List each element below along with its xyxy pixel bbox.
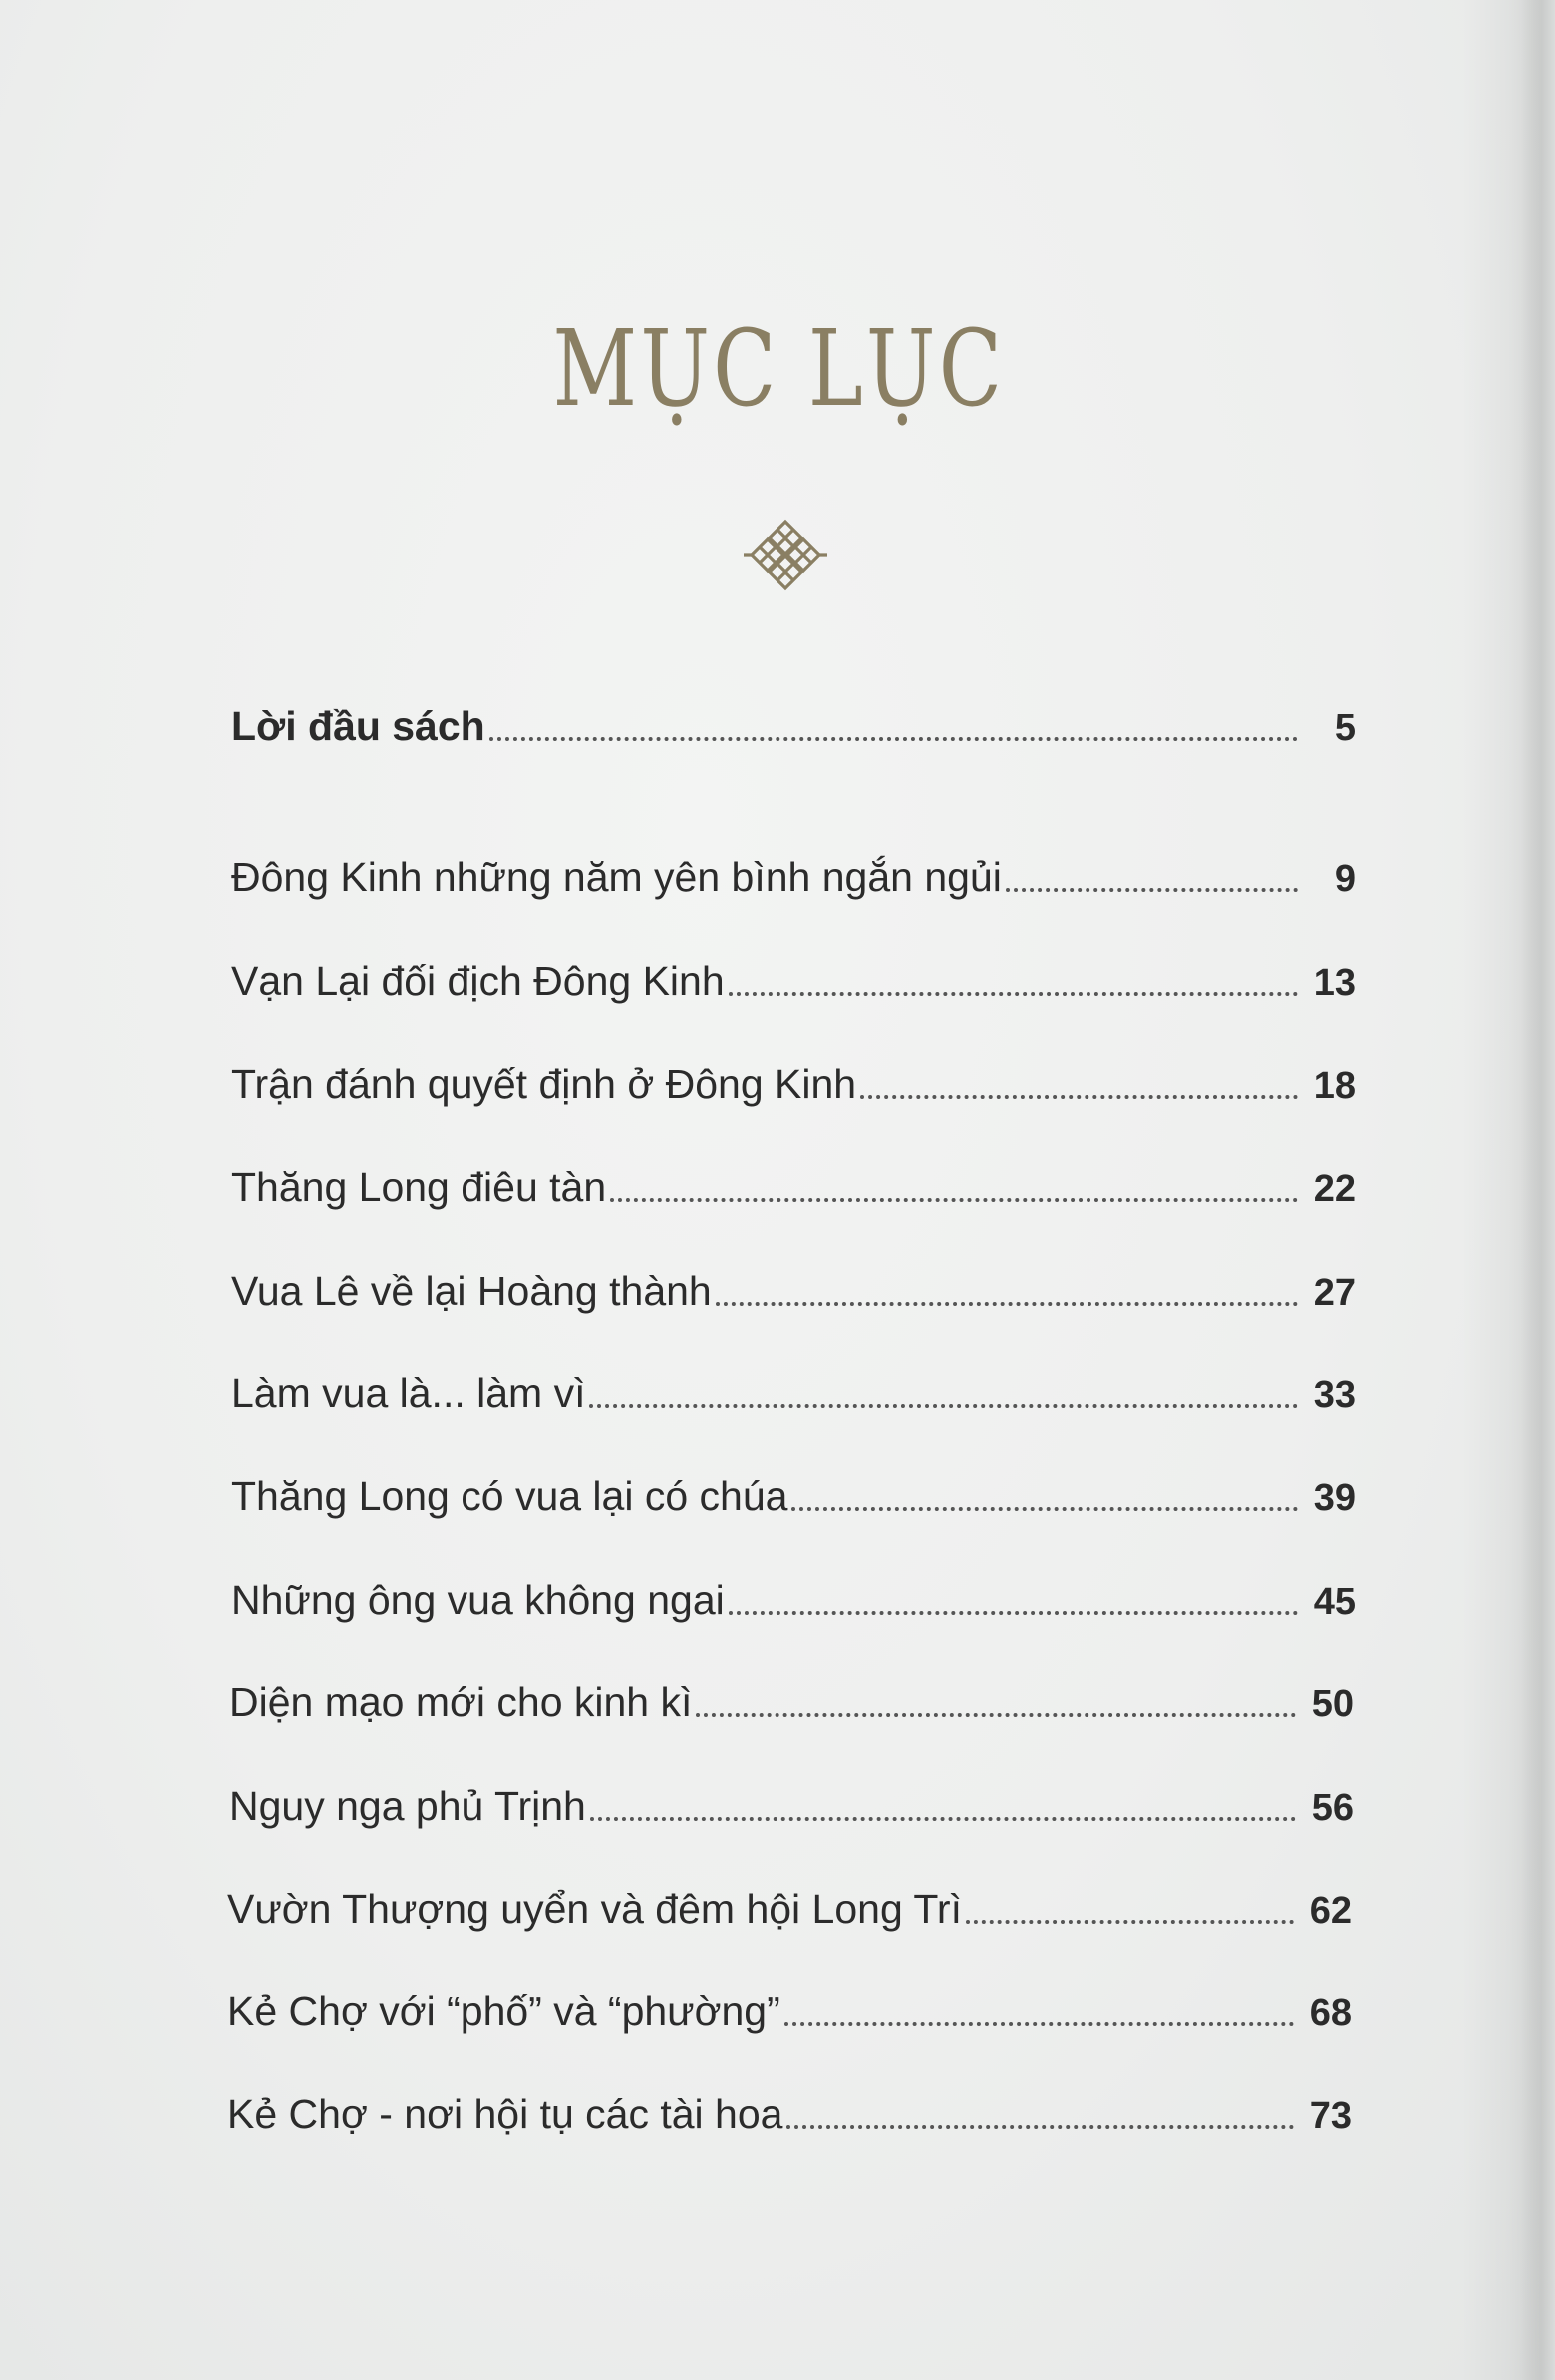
toc-entry-page-number: 22 bbox=[1313, 1168, 1356, 1210]
toc-dot-leader bbox=[489, 737, 1298, 741]
toc-dot-leader bbox=[860, 1095, 1298, 1099]
toc-entry-title: Trận đánh quyết định ở Đông Kinh bbox=[231, 1061, 857, 1107]
toc-entry-page-number: 9 bbox=[1334, 858, 1356, 900]
toc-entry-title: Vạn Lại đối địch Đông Kinh bbox=[231, 958, 725, 1004]
toc-entry-title: Thăng Long điêu tàn bbox=[231, 1164, 607, 1210]
toc-dot-leader bbox=[696, 1713, 1296, 1717]
toc-dot-leader bbox=[791, 1507, 1298, 1511]
toc-entry bbox=[227, 2074, 1352, 2138]
toc-entry-page-number: 13 bbox=[1313, 962, 1356, 1004]
toc-entry bbox=[231, 686, 1356, 749]
toc-entry-page-number: 27 bbox=[1313, 1272, 1356, 1314]
toc-entry-page-number: 56 bbox=[1311, 1787, 1354, 1829]
toc-entry-page-number: 68 bbox=[1309, 1992, 1352, 2034]
toc-entry-title: Vườn Thượng uyển và đêm hội Long Trì bbox=[227, 1886, 962, 1932]
toc-entry-title: Những ông vua không ngai bbox=[231, 1577, 725, 1623]
page-title: MỤC LỤC bbox=[552, 307, 1006, 430]
toc-entry bbox=[231, 1044, 1356, 1108]
toc-dot-leader bbox=[784, 2022, 1294, 2026]
toc-dot-leader bbox=[590, 1817, 1296, 1821]
toc-entry bbox=[231, 1456, 1356, 1520]
toc-dot-leader bbox=[966, 1920, 1294, 1924]
toc-entry-title: Kẻ Chợ - nơi hội tụ các tài hoa bbox=[227, 2091, 783, 2137]
toc-entry-page-number: 50 bbox=[1311, 1683, 1354, 1725]
toc-entry-page-number: 45 bbox=[1313, 1581, 1356, 1623]
toc-entry-page-number: 73 bbox=[1309, 2095, 1352, 2137]
toc-entry-title: Kẻ Chợ với “phố” và “phường” bbox=[227, 1988, 780, 2034]
toc-entry bbox=[231, 1251, 1356, 1315]
endless-knot-icon bbox=[742, 518, 829, 592]
toc-entry-title: Diện mạo mới cho kinh kì bbox=[229, 1679, 693, 1725]
toc-entry-page-number: 33 bbox=[1313, 1374, 1356, 1416]
toc-dot-leader bbox=[1006, 888, 1298, 892]
toc-entry-title: Lời đầu sách bbox=[231, 703, 485, 748]
toc-entry-page-number: 62 bbox=[1309, 1890, 1352, 1932]
toc-entry-page-number: 5 bbox=[1334, 707, 1356, 748]
toc-entry bbox=[231, 837, 1356, 901]
toc-entry bbox=[231, 1560, 1356, 1624]
toc-dot-leader bbox=[729, 992, 1298, 996]
toc-entry-title: Vua Lê về lại Hoàng thành bbox=[231, 1268, 712, 1314]
toc-dot-leader bbox=[610, 1198, 1298, 1202]
toc-entry bbox=[231, 941, 1356, 1005]
toc-dot-leader bbox=[589, 1404, 1298, 1408]
toc-entry bbox=[227, 1869, 1352, 1933]
toc-dot-leader bbox=[729, 1611, 1298, 1615]
toc-entry-title: Làm vua là... làm vì bbox=[231, 1370, 586, 1416]
toc-dot-leader bbox=[786, 2125, 1294, 2129]
toc-entry bbox=[229, 1662, 1354, 1726]
toc-entry bbox=[229, 1766, 1354, 1830]
toc-entry bbox=[227, 1971, 1352, 2035]
toc-entry-title: Thăng Long có vua lại có chúa bbox=[231, 1473, 788, 1519]
toc-dot-leader bbox=[716, 1302, 1298, 1306]
toc-entry bbox=[231, 1353, 1356, 1417]
toc-entry bbox=[231, 1147, 1356, 1211]
page-edge-shadow bbox=[1521, 0, 1555, 2380]
toc-entry-page-number: 39 bbox=[1313, 1477, 1356, 1519]
toc-entry-title: Đông Kinh những năm yên bình ngắn ngủi bbox=[231, 854, 1002, 900]
toc-entry-title: Nguy nga phủ Trịnh bbox=[229, 1783, 586, 1829]
toc-entry-page-number: 18 bbox=[1313, 1065, 1356, 1107]
